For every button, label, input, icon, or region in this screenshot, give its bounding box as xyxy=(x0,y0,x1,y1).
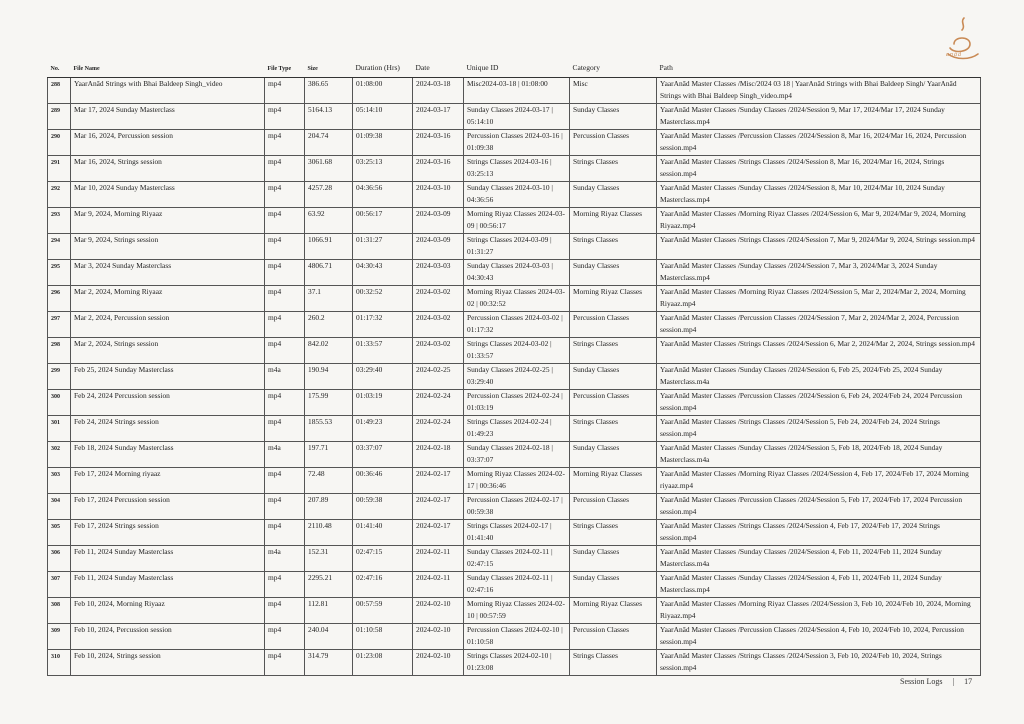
cell-duration: 00:36:46 xyxy=(353,468,413,494)
cell-date: 2024-03-02 xyxy=(413,286,464,312)
col-header-file-type: File Type xyxy=(265,62,305,78)
cell-row-no: 299 xyxy=(48,364,71,390)
cell-path: YaarAnād Master Classes /Morning Riyaz Classes /2024/Session 6, Mar 9, 2024/Mar 9, 2024, Morning Riyaaz.mp4 xyxy=(657,208,981,234)
cell-size: 175.99 xyxy=(305,390,353,416)
cell-duration: 01:09:38 xyxy=(353,130,413,156)
table-row xyxy=(48,650,981,676)
cell-file-name: Feb 17, 2024 Morning riyaaz xyxy=(71,468,265,494)
cell-path: YaarAnād Master Classes /Percussion Classes /2024/Session 8, Mar 16, 2024/Mar 16, 2024, Percussion session.mp4 xyxy=(657,130,981,156)
cell-path: YaarAnād Master Classes /Strings Classes /2024/Session 3, Feb 10, 2024/Feb 10, 2024, Strings session.mp4 xyxy=(657,650,981,676)
cell-file-name: Feb 10, 2024, Percussion session xyxy=(71,624,265,650)
cell-category: Morning Riyaz Classes xyxy=(570,598,657,624)
cell-size: 4806.71 xyxy=(305,260,353,286)
cell-duration: 03:25:13 xyxy=(353,156,413,182)
table-row xyxy=(48,130,981,156)
col-header-size: Size xyxy=(305,62,353,78)
table-row xyxy=(48,520,981,546)
cell-size: 1855.53 xyxy=(305,416,353,442)
cell-category: Sunday Classes xyxy=(570,442,657,468)
page-number: 17 xyxy=(964,677,973,686)
cell-file-name: YaarAnād Strings with Bhai Baldeep Singh_video xyxy=(71,78,265,104)
table-row xyxy=(48,546,981,572)
cell-file-name: Feb 11, 2024 Sunday Masterclass xyxy=(71,572,265,598)
cell-file-type: mp4 xyxy=(265,650,305,676)
cell-date: 2024-02-17 xyxy=(413,468,464,494)
cell-date: 2024-02-25 xyxy=(413,364,464,390)
cell-unique-id: Strings Classes 2024-03-09 | 01:31:27 xyxy=(464,234,570,260)
cell-file-type: m4a xyxy=(265,364,305,390)
cell-category: Sunday Classes xyxy=(570,572,657,598)
cell-duration: 01:03:19 xyxy=(353,390,413,416)
table-row xyxy=(48,208,981,234)
cell-unique-id: Strings Classes 2024-03-16 | 03:25:13 xyxy=(464,156,570,182)
cell-category: Strings Classes xyxy=(570,650,657,676)
cell-file-name: Feb 24, 2024 Percussion session xyxy=(71,390,265,416)
cell-unique-id: Sunday Classes 2024-02-11 | 02:47:15 xyxy=(464,546,570,572)
table-row xyxy=(48,442,981,468)
cell-path: YaarAnād Master Classes /Strings Classes /2024/Session 7, Mar 9, 2024/Mar 9, 2024, Strings session.mp4 xyxy=(657,234,981,260)
cell-size: 240.04 xyxy=(305,624,353,650)
cell-file-name: Mar 2, 2024, Morning Riyaaz xyxy=(71,286,265,312)
cell-path: YaarAnād Master Classes /Morning Riyaz Classes /2024/Session 4, Feb 17, 2024/Feb 17, 2024 Morning riyaaz.mp4 xyxy=(657,468,981,494)
cell-row-no: 301 xyxy=(48,416,71,442)
table-row xyxy=(48,338,981,364)
cell-unique-id: Morning Riyaz Classes 2024-02-10 | 00:57:59 xyxy=(464,598,570,624)
cell-category: Morning Riyaz Classes xyxy=(570,468,657,494)
cell-file-name: Feb 10, 2024, Morning Riyaaz xyxy=(71,598,265,624)
cell-category: Sunday Classes xyxy=(570,546,657,572)
cell-row-no: 294 xyxy=(48,234,71,260)
cell-unique-id: Percussion Classes 2024-02-24 | 01:03:19 xyxy=(464,390,570,416)
cell-date: 2024-02-11 xyxy=(413,572,464,598)
cell-row-no: 297 xyxy=(48,312,71,338)
cell-date: 2024-03-16 xyxy=(413,156,464,182)
col-header-category: Category xyxy=(570,62,657,78)
cell-path: YaarAnād Master Classes /Sunday Classes /2024/Session 5, Feb 18, 2024/Feb 18, 2024 Sunday Masterclass.m4a xyxy=(657,442,981,468)
cell-row-no: 296 xyxy=(48,286,71,312)
cell-file-type: mp4 xyxy=(265,234,305,260)
cell-row-no: 292 xyxy=(48,182,71,208)
cell-category: Misc xyxy=(570,78,657,104)
table-row xyxy=(48,624,981,650)
cell-unique-id: Morning Riyaz Classes 2024-02-17 | 00:36:46 xyxy=(464,468,570,494)
cell-file-type: mp4 xyxy=(265,260,305,286)
cell-category: Morning Riyaz Classes xyxy=(570,208,657,234)
cell-path: YaarAnād Master Classes /Sunday Classes /2024/Session 9, Mar 17, 2024/Mar 17, 2024 Sunday Masterclass.mp4 xyxy=(657,104,981,130)
cell-row-no: 298 xyxy=(48,338,71,364)
cell-duration: 00:57:59 xyxy=(353,598,413,624)
cell-category: Morning Riyaz Classes xyxy=(570,286,657,312)
cell-duration: 02:47:16 xyxy=(353,572,413,598)
cell-duration: 00:59:38 xyxy=(353,494,413,520)
cell-date: 2024-02-24 xyxy=(413,416,464,442)
cell-unique-id: Percussion Classes 2024-03-02 | 01:17:32 xyxy=(464,312,570,338)
col-header-no: No. xyxy=(48,62,71,78)
cell-date: 2024-03-09 xyxy=(413,208,464,234)
cell-row-no: 303 xyxy=(48,468,71,494)
cell-category: Percussion Classes xyxy=(570,312,657,338)
table-row xyxy=(48,312,981,338)
cell-category: Percussion Classes xyxy=(570,130,657,156)
cell-unique-id: Sunday Classes 2024-02-18 | 03:37:07 xyxy=(464,442,570,468)
cell-file-name: Feb 24, 2024 Strings session xyxy=(71,416,265,442)
cell-file-type: mp4 xyxy=(265,572,305,598)
cell-size: 2295.21 xyxy=(305,572,353,598)
table-row xyxy=(48,390,981,416)
table-row xyxy=(48,494,981,520)
cell-path: YaarAnād Master Classes /Percussion Classes /2024/Session 6, Feb 24, 2024/Feb 24, 2024 Percussion session.mp4 xyxy=(657,390,981,416)
cell-duration: 01:10:58 xyxy=(353,624,413,650)
cell-category: Sunday Classes xyxy=(570,182,657,208)
cell-category: Percussion Classes xyxy=(570,624,657,650)
cell-date: 2024-03-02 xyxy=(413,312,464,338)
cell-category: Strings Classes xyxy=(570,156,657,182)
cell-date: 2024-03-02 xyxy=(413,338,464,364)
cell-date: 2024-03-17 xyxy=(413,104,464,130)
cell-file-name: Mar 9, 2024, Morning Riyaaz xyxy=(71,208,265,234)
cell-date: 2024-02-10 xyxy=(413,650,464,676)
cell-duration: 05:14:10 xyxy=(353,104,413,130)
cell-file-type: mp4 xyxy=(265,624,305,650)
table-row xyxy=(48,234,981,260)
cell-duration: 03:29:40 xyxy=(353,364,413,390)
cell-duration: 04:30:43 xyxy=(353,260,413,286)
cell-row-no: 307 xyxy=(48,572,71,598)
cell-duration: 01:41:40 xyxy=(353,520,413,546)
footer-separator: | xyxy=(952,677,955,686)
col-header-duration: Duration (Hrs) xyxy=(353,62,413,78)
cell-row-no: 305 xyxy=(48,520,71,546)
cell-date: 2024-02-17 xyxy=(413,494,464,520)
cell-file-name: Mar 2, 2024, Percussion session xyxy=(71,312,265,338)
cell-file-type: mp4 xyxy=(265,390,305,416)
cell-category: Strings Classes xyxy=(570,234,657,260)
cell-file-type: mp4 xyxy=(265,416,305,442)
cell-unique-id: Morning Riyaz Classes 2024-03-02 | 00:32:52 xyxy=(464,286,570,312)
cell-unique-id: Sunday Classes 2024-03-10 | 04:36:56 xyxy=(464,182,570,208)
table-header-row xyxy=(48,62,981,78)
cell-date: 2024-02-10 xyxy=(413,624,464,650)
cell-file-name: Feb 25, 2024 Sunday Masterclass xyxy=(71,364,265,390)
cell-path: YaarAnād Master Classes /Percussion Classes /2024/Session 4, Feb 10, 2024/Feb 10, 2024, Percussion session.mp4 xyxy=(657,624,981,650)
cell-file-type: mp4 xyxy=(265,338,305,364)
cell-unique-id: Sunday Classes 2024-03-17 | 05:14:10 xyxy=(464,104,570,130)
cell-duration: 00:56:17 xyxy=(353,208,413,234)
cell-duration: 01:33:57 xyxy=(353,338,413,364)
table-row xyxy=(48,104,981,130)
cell-file-type: mp4 xyxy=(265,78,305,104)
cell-date: 2024-02-17 xyxy=(413,520,464,546)
cell-file-type: mp4 xyxy=(265,312,305,338)
cell-unique-id: Sunday Classes 2024-02-25 | 03:29:40 xyxy=(464,364,570,390)
table-row xyxy=(48,156,981,182)
cell-file-name: Feb 11, 2024 Sunday Masterclass xyxy=(71,546,265,572)
cell-path: YaarAnād Master Classes /Sunday Classes /2024/Session 8, Mar 10, 2024/Mar 10, 2024 Sunday Masterclass.mp4 xyxy=(657,182,981,208)
cell-size: 260.2 xyxy=(305,312,353,338)
cell-duration: 01:08:00 xyxy=(353,78,413,104)
cell-file-name: Feb 10, 2024, Strings session xyxy=(71,650,265,676)
table-row xyxy=(48,286,981,312)
col-header-unique-id: Unique ID xyxy=(464,62,570,78)
cell-row-no: 304 xyxy=(48,494,71,520)
cell-duration: 03:37:07 xyxy=(353,442,413,468)
cell-path: YaarAnād Master Classes /Strings Classes /2024/Session 5, Feb 24, 2024/Feb 24, 2024 Strings session.mp4 xyxy=(657,416,981,442)
cell-date: 2024-03-09 xyxy=(413,234,464,260)
cell-row-no: 308 xyxy=(48,598,71,624)
cell-file-type: mp4 xyxy=(265,494,305,520)
cell-file-name: Mar 16, 2024, Percussion session xyxy=(71,130,265,156)
cell-path: YaarAnād Master Classes /Morning Riyaz Classes /2024/Session 3, Feb 10, 2024/Feb 10, 2024, Morning Riyaaz.mp4 xyxy=(657,598,981,624)
cell-duration: 01:31:27 xyxy=(353,234,413,260)
cell-unique-id: Strings Classes 2024-02-10 | 01:23:08 xyxy=(464,650,570,676)
cell-size: 72.48 xyxy=(305,468,353,494)
cell-path: YaarAnād Master Classes /Strings Classes /2024/Session 8, Mar 16, 2024/Mar 16, 2024, Strings session.mp4 xyxy=(657,156,981,182)
cell-row-no: 300 xyxy=(48,390,71,416)
cell-path: YaarAnād Master Classes /Morning Riyaz Classes /2024/Session 5, Mar 2, 2024/Mar 2, 2024, Morning Riyaaz.mp4 xyxy=(657,286,981,312)
table-row xyxy=(48,468,981,494)
cell-path: YaarAnād Master Classes /Misc/2024 03 18 | YaarAnād Strings with Bhai Baldeep Singh/ YaarAnād Strings with Bhai Baldeep Singh_video.mp4 xyxy=(657,78,981,104)
cell-date: 2024-03-18 xyxy=(413,78,464,104)
cell-file-name: Mar 2, 2024, Strings session xyxy=(71,338,265,364)
cell-unique-id: Strings Classes 2024-03-02 | 01:33:57 xyxy=(464,338,570,364)
table-row xyxy=(48,182,981,208)
cell-duration: 02:47:15 xyxy=(353,546,413,572)
cell-size: 207.89 xyxy=(305,494,353,520)
cell-unique-id: Percussion Classes 2024-03-16 | 01:09:38 xyxy=(464,130,570,156)
cell-row-no: 290 xyxy=(48,130,71,156)
cell-date: 2024-02-24 xyxy=(413,390,464,416)
cell-category: Strings Classes xyxy=(570,520,657,546)
cell-file-name: Mar 16, 2024, Strings session xyxy=(71,156,265,182)
cell-duration: 01:17:32 xyxy=(353,312,413,338)
cell-row-no: 289 xyxy=(48,104,71,130)
cell-size: 1066.91 xyxy=(305,234,353,260)
cell-size: 314.79 xyxy=(305,650,353,676)
cell-category: Strings Classes xyxy=(570,338,657,364)
cell-file-type: mp4 xyxy=(265,104,305,130)
cell-size: 197.71 xyxy=(305,442,353,468)
cell-file-type: m4a xyxy=(265,546,305,572)
table-row xyxy=(48,598,981,624)
table-row xyxy=(48,78,981,104)
cell-category: Sunday Classes xyxy=(570,104,657,130)
cell-date: 2024-03-10 xyxy=(413,182,464,208)
cell-category: Sunday Classes xyxy=(570,364,657,390)
brand-caption: anād xyxy=(946,52,962,58)
table-row xyxy=(48,260,981,286)
cell-category: Sunday Classes xyxy=(570,260,657,286)
cell-size: 190.94 xyxy=(305,364,353,390)
cell-category: Percussion Classes xyxy=(570,494,657,520)
cell-file-type: mp4 xyxy=(265,520,305,546)
cell-path: YaarAnād Master Classes /Sunday Classes /2024/Session 4, Feb 11, 2024/Feb 11, 2024 Sunday Masterclass.mp4 xyxy=(657,572,981,598)
session-log-table xyxy=(47,62,981,676)
cell-unique-id: Sunday Classes 2024-03-03 | 04:30:43 xyxy=(464,260,570,286)
cell-date: 2024-02-18 xyxy=(413,442,464,468)
cell-size: 152.31 xyxy=(305,546,353,572)
cell-date: 2024-02-10 xyxy=(413,598,464,624)
cell-file-type: mp4 xyxy=(265,182,305,208)
cell-row-no: 310 xyxy=(48,650,71,676)
cell-path: YaarAnād Master Classes /Strings Classes /2024/Session 4, Feb 17, 2024/Feb 17, 2024 Strings session.mp4 xyxy=(657,520,981,546)
cell-file-type: mp4 xyxy=(265,130,305,156)
table-row xyxy=(48,416,981,442)
cell-unique-id: Strings Classes 2024-02-24 | 01:49:23 xyxy=(464,416,570,442)
cell-duration: 04:36:56 xyxy=(353,182,413,208)
cell-path: YaarAnād Master Classes /Sunday Classes /2024/Session 4, Feb 11, 2024/Feb 11, 2024 Sunday Masterclass.m4a xyxy=(657,546,981,572)
cell-size: 37.1 xyxy=(305,286,353,312)
cell-file-type: mp4 xyxy=(265,286,305,312)
cell-file-name: Mar 9, 2024, Strings session xyxy=(71,234,265,260)
cell-file-name: Feb 17, 2024 Strings session xyxy=(71,520,265,546)
cell-size: 63.92 xyxy=(305,208,353,234)
cell-size: 3061.68 xyxy=(305,156,353,182)
cell-unique-id: Misc2024-03-18 | 01:08:00 xyxy=(464,78,570,104)
cell-path: YaarAnād Master Classes /Sunday Classes /2024/Session 7, Mar 3, 2024/Mar 3, 2024 Sunday Masterclass.mp4 xyxy=(657,260,981,286)
col-header-file-name: File Name xyxy=(71,62,265,78)
table-row xyxy=(48,572,981,598)
cell-size: 204.74 xyxy=(305,130,353,156)
cell-size: 4257.28 xyxy=(305,182,353,208)
cell-row-no: 295 xyxy=(48,260,71,286)
cell-unique-id: Morning Riyaz Classes 2024-03-09 | 00:56:17 xyxy=(464,208,570,234)
cell-row-no: 288 xyxy=(48,78,71,104)
cell-file-name: Feb 18, 2024 Sunday Masterclass xyxy=(71,442,265,468)
cell-unique-id: Percussion Classes 2024-02-10 | 01:10:58 xyxy=(464,624,570,650)
cell-duration: 01:49:23 xyxy=(353,416,413,442)
col-header-path: Path xyxy=(657,62,981,78)
col-header-date: Date xyxy=(413,62,464,78)
cell-file-name: Mar 3, 2024 Sunday Masterclass xyxy=(71,260,265,286)
cell-row-no: 309 xyxy=(48,624,71,650)
cell-file-name: Mar 10, 2024 Sunday Masterclass xyxy=(71,182,265,208)
cell-unique-id: Strings Classes 2024-02-17 | 01:41:40 xyxy=(464,520,570,546)
cell-date: 2024-02-11 xyxy=(413,546,464,572)
cell-file-type: mp4 xyxy=(265,156,305,182)
cell-path: YaarAnād Master Classes /Sunday Classes /2024/Session 6, Feb 25, 2024/Feb 25, 2024 Sunday Masterclass.m4a xyxy=(657,364,981,390)
cell-row-no: 293 xyxy=(48,208,71,234)
cell-path: YaarAnād Master Classes /Strings Classes /2024/Session 6, Mar 2, 2024/Mar 2, 2024, Strings session.mp4 xyxy=(657,338,981,364)
cell-unique-id: Sunday Classes 2024-02-11 | 02:47:16 xyxy=(464,572,570,598)
cell-path: YaarAnād Master Classes /Percussion Classes /2024/Session 7, Mar 2, 2024/Mar 2, 2024, Percussion session.mp4 xyxy=(657,312,981,338)
cell-duration: 00:32:52 xyxy=(353,286,413,312)
cell-unique-id: Percussion Classes 2024-02-17 | 00:59:38 xyxy=(464,494,570,520)
cell-file-type: mp4 xyxy=(265,468,305,494)
page-footer xyxy=(900,677,972,686)
cell-date: 2024-03-16 xyxy=(413,130,464,156)
cell-file-name: Feb 17, 2024 Percussion session xyxy=(71,494,265,520)
cell-file-type: mp4 xyxy=(265,598,305,624)
cell-category: Strings Classes xyxy=(570,416,657,442)
cell-file-name: Mar 17, 2024 Sunday Masterclass xyxy=(71,104,265,130)
cell-category: Percussion Classes xyxy=(570,390,657,416)
cell-file-type: m4a xyxy=(265,442,305,468)
cell-path: YaarAnād Master Classes /Percussion Classes /2024/Session 5, Feb 17, 2024/Feb 17, 2024 Percussion session.mp4 xyxy=(657,494,981,520)
cell-size: 5164.13 xyxy=(305,104,353,130)
cell-size: 2110.48 xyxy=(305,520,353,546)
table-row xyxy=(48,364,981,390)
cell-row-no: 291 xyxy=(48,156,71,182)
cell-row-no: 302 xyxy=(48,442,71,468)
cell-duration: 01:23:08 xyxy=(353,650,413,676)
footer-section: Session Logs xyxy=(900,677,943,686)
cell-size: 112.81 xyxy=(305,598,353,624)
cell-size: 842.02 xyxy=(305,338,353,364)
cell-size: 386.65 xyxy=(305,78,353,104)
cell-date: 2024-03-03 xyxy=(413,260,464,286)
cell-file-type: mp4 xyxy=(265,208,305,234)
cell-row-no: 306 xyxy=(48,546,71,572)
